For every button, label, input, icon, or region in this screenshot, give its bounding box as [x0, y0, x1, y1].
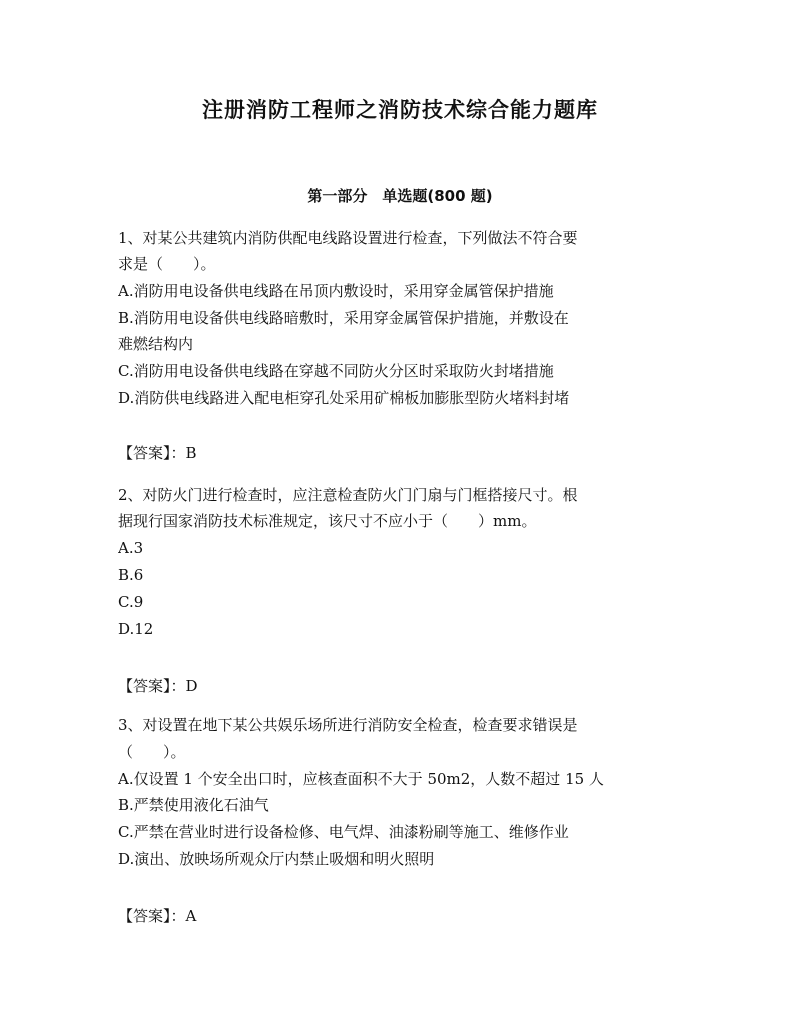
question-1-option-c: C.消防用电设备供电线路在穿越不同防火分区时采取防火封堵措施 — [118, 362, 554, 380]
question-1-stem-line: 1、对某公共建筑内消防供配电线路设置进行检查，下列做法不符合要 — [118, 229, 578, 247]
section-title: 第一部分 单选题(800 题) — [307, 187, 493, 205]
question-3-stem-line: 3、对设置在地下某公共娱乐场所进行消防安全检查，检查要求错误是 — [118, 716, 578, 734]
question-2-answer — [118, 675, 688, 697]
question-3-option-a: A.仅设置 1 个安全出口时，应核查面积不大于 50m2，人数不超过 15 人 — [118, 770, 604, 788]
question-1-option-b-continued: 难燃结构内 — [118, 335, 194, 353]
question-3-option-c: C.严禁在营业时进行设备检修、电气焊、油漆粉刷等施工、维修作业 — [118, 823, 569, 841]
question-2-stem-line: 2、对防火门进行检查时，应注意检查防火门门扇与门框搭接尺寸。根 — [118, 486, 578, 504]
answer-value: ：A — [170, 907, 197, 925]
question-1-option-a: A.消防用电设备供电线路在吊顶内敷设时，采用穿金属管保护措施 — [118, 282, 554, 300]
answer-value: ：D — [170, 677, 198, 695]
question-1-option-d: D.消防供电线路进入配电柜穿孔处采用矿棉板加膨胀型防火堵料封堵 — [118, 389, 570, 407]
answer-label: 【答案】 — [118, 444, 171, 462]
question-2-option-d: D.12 — [118, 620, 154, 638]
question-3-stem-line: （ ）。 — [118, 743, 186, 761]
answer-label: 【答案】 — [118, 677, 171, 695]
question-1-stem-line: 求是（ ）。 — [118, 255, 216, 273]
answer-value: ：B — [170, 444, 197, 462]
question-1-option-b: B.消防用电设备供电线路暗敷时，采用穿金属管保护措施，并敷设在 — [118, 309, 569, 327]
question-3-option-d: D.演出、放映场所观众厅内禁止吸烟和明火照明 — [118, 850, 435, 868]
question-2-option-b: B.6 — [118, 566, 144, 584]
question-3-option-b: B.严禁使用液化石油气 — [118, 796, 269, 814]
answer-label: 【答案】 — [118, 907, 171, 925]
question-3-answer — [118, 905, 688, 927]
question-2-option-c: C.9 — [118, 593, 144, 611]
document-title: 注册消防工程师之消防技术综合能力题库 — [202, 98, 598, 122]
question-2-option-a: A.3 — [118, 539, 144, 557]
question-2-stem-line: 据现行国家消防技术标准规定，该尺寸不应小于（ ）mm。 — [118, 512, 537, 530]
question-1-answer — [118, 442, 688, 464]
